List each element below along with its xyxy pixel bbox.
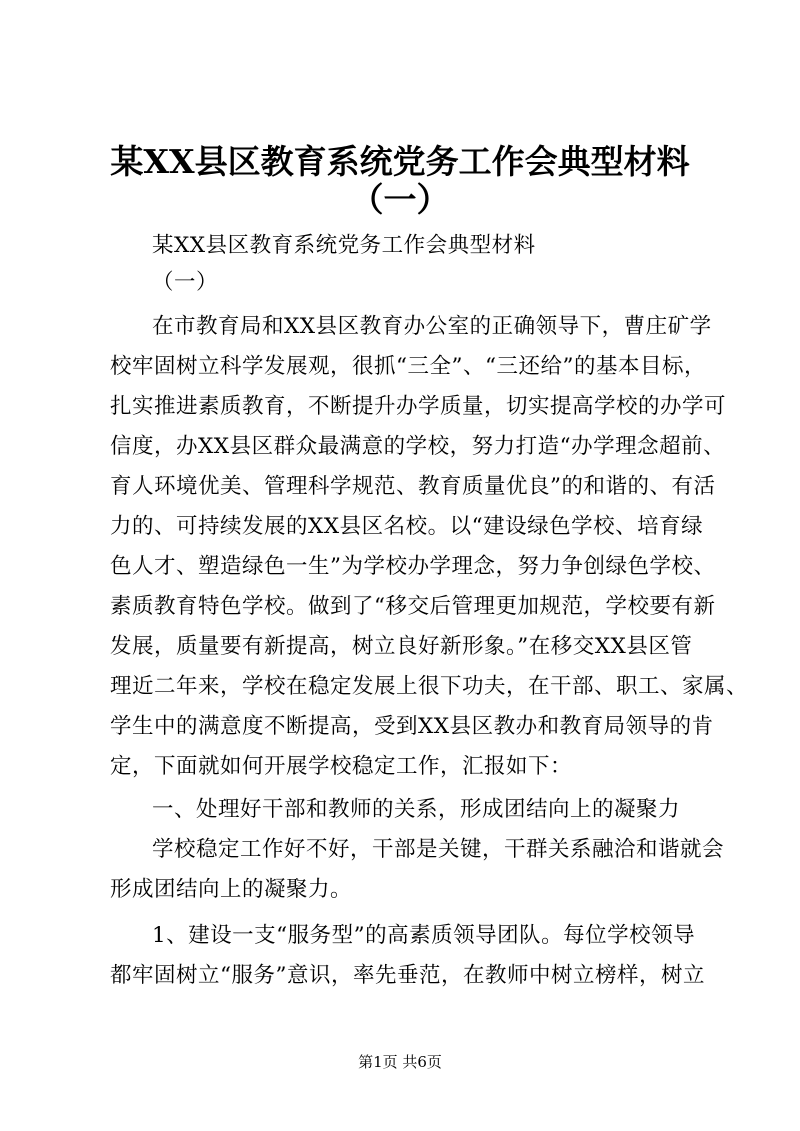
page-number-footer: 第1页 共6页	[358, 1053, 442, 1071]
body-line: 发展，质量要有新提高，树立良好新形象。”在移交XX县区管	[110, 634, 693, 659]
body-line: 力的、可持续发展的XX县区名校。以“建设绿色学校、培育绿	[110, 514, 704, 539]
body-line: 学校稳定工作好不好，干部是关键，干群关系融洽和谐就会	[152, 837, 725, 862]
body-line: 定，下面就如何开展学校稳定工作，汇报如下：	[110, 754, 573, 779]
body-line: 某XX县区教育系统党务工作会典型材料	[152, 233, 536, 258]
body-line: 理近二年来，学校在稳定发展上很下功夫，在干部、职工、家属、	[110, 674, 749, 699]
body-line: 素质教育特色学校。做到了“移交后管理更加规范，学校要有新	[110, 594, 716, 619]
section-heading: 一、处理好干部和教师的关系，形成团结向上的凝聚力	[152, 797, 681, 822]
body-line: 色人才、塑造绿色一生”为学校办学理念，努力争创绿色学校、	[110, 554, 716, 579]
body-line: 育人环境优美、管理科学规范、教育质量优良”的和谐的、有活	[110, 474, 716, 499]
body-line: 信度，办XX县区群众最满意的学校，努力打造“办学理念超前、	[110, 434, 726, 459]
body-line: 1、建设一支“服务型”的高素质领导团队。每位学校领导	[152, 923, 696, 948]
body-line: 在市教育局和XX县区教育办公室的正确领导下，曹庄矿学	[152, 314, 712, 339]
body-line: 形成团结向上的凝聚力。	[110, 877, 353, 902]
body-line: （一）	[152, 270, 219, 295]
body-line: 扎实推进素质教育，不断提升办学质量，切实提高学校的办学可	[110, 394, 727, 419]
body-line: 校牢固树立科学发展观，很抓“三全”、“三还给”的基本目标，	[110, 354, 706, 379]
body-line: 都牢固树立“服务”意识，率先垂范，在教师中树立榜样，树立	[110, 963, 705, 988]
document-title-subtitle: （一）	[350, 180, 450, 219]
body-line: 学生中的满意度不断提高，受到XX县区教办和教育局领导的肯	[110, 714, 714, 739]
document-title: 某XX县区教育系统党务工作会典型材料	[110, 142, 690, 181]
